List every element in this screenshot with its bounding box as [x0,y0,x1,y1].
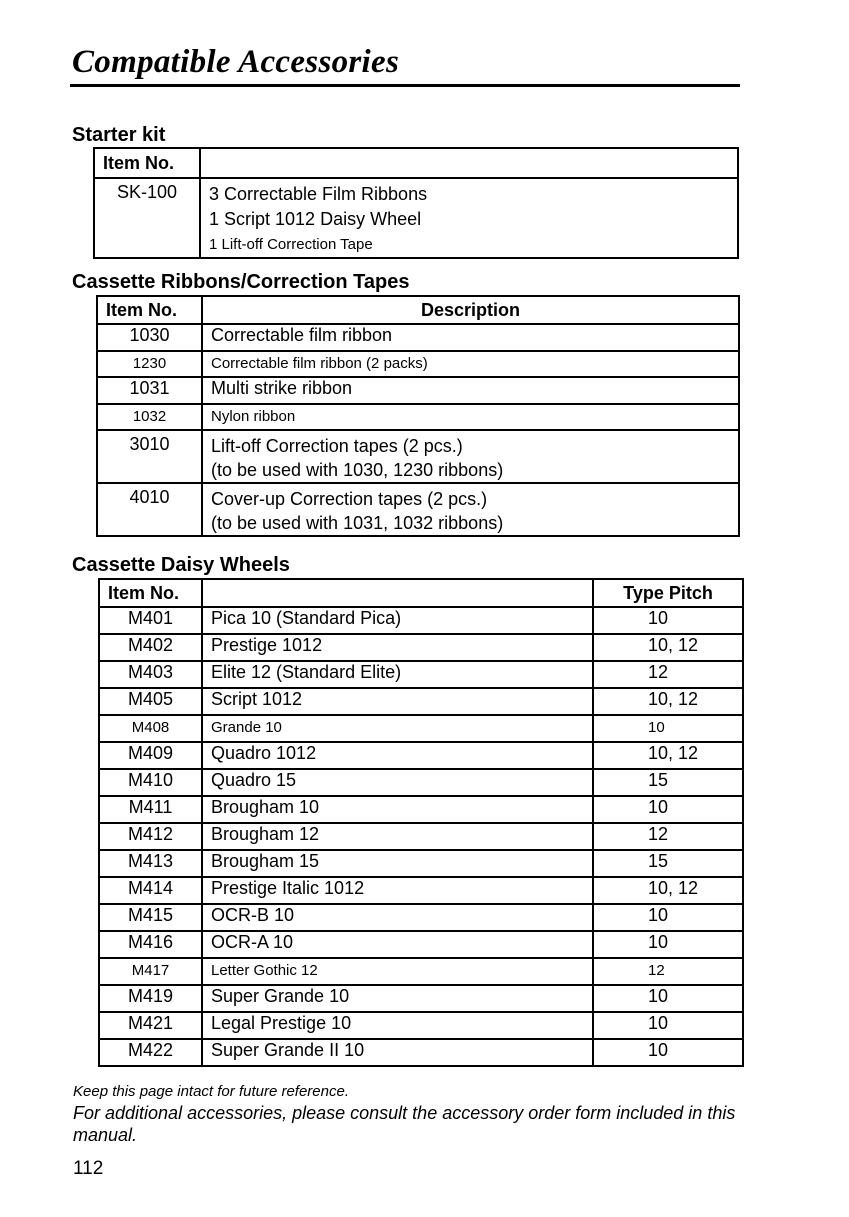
kit-line: 3 Correctable Film Ribbons [209,184,428,204]
item-no-cell: 1031 [97,377,202,404]
kit-line: 1 Script 1012 Daisy Wheel [209,209,422,229]
ribbons-heading: Cassette Ribbons/Correction Tapes [72,271,410,293]
header-item-no: Item No. [99,579,202,607]
table-row [97,351,739,377]
item-no-cell: 1230 [97,351,202,377]
page-number: 112 [73,1158,104,1179]
description-cell: Correctable film ribbon [202,324,739,351]
description-cell: Nylon ribbon [202,404,739,430]
item-no-cell: M414 [99,877,202,904]
type-pitch-cell: 10 [593,931,743,958]
table-row [99,958,743,985]
table-row [97,430,739,483]
table-header-row [97,296,739,324]
wheel-name-cell: Prestige 1012 [202,634,593,661]
item-no-cell: M405 [99,688,202,715]
starter-kit-table [93,147,739,259]
header-item-no: Item No. [94,148,200,178]
item-no-cell: M417 [99,958,202,985]
header-name [202,579,593,607]
wheel-name-cell: OCR-A 10 [202,931,593,958]
keep-note: Keep this page intact for future reference. [73,1083,349,1100]
table-header-row [99,579,743,607]
table-row [99,931,743,958]
table-row [99,796,743,823]
wheel-name-cell: Prestige Italic 1012 [202,877,593,904]
type-pitch-cell: 10 [593,715,743,742]
table-row [99,715,743,742]
daisy-wheels-body [99,607,743,1066]
wheel-name-cell: Brougham 12 [202,823,593,850]
daisy-wheels-heading: Cassette Daisy Wheels [72,554,290,576]
type-pitch-cell: 10 [593,796,743,823]
item-no-cell: 1032 [97,404,202,430]
table-row [99,634,743,661]
wheel-name-cell: Letter Gothic 12 [202,958,593,985]
item-no-cell: M411 [99,796,202,823]
table-row [99,769,743,796]
header-description: Description [202,296,739,324]
table-row [99,688,743,715]
daisy-wheels-table [98,578,744,1067]
description-cell [202,483,739,536]
type-pitch-cell: 10 [593,985,743,1012]
item-no-cell: M409 [99,742,202,769]
description-line: Cover-up Correction tapes (2 pcs.) [211,489,488,509]
wheel-name-cell: Super Grande II 10 [202,1039,593,1066]
table-row [94,178,738,258]
item-no-cell: SK-100 [94,178,200,258]
type-pitch-cell: 12 [593,661,743,688]
type-pitch-cell: 10 [593,1039,743,1066]
item-no-cell: 4010 [97,483,202,536]
table-row [99,850,743,877]
item-no-cell: M408 [99,715,202,742]
table-header-row [94,148,738,178]
description-line: (to be used with 1031, 1032 ribbons) [211,513,504,533]
header-blank [200,148,738,178]
additional-note: For additional accessories, please consult the accessory order form included in this manual. [73,1103,736,1145]
item-no-cell: M402 [99,634,202,661]
wheel-name-cell: Grande 10 [202,715,593,742]
wheel-name-cell: Super Grande 10 [202,985,593,1012]
table-row [97,483,739,536]
item-no-cell: M422 [99,1039,202,1066]
item-no-cell: M412 [99,823,202,850]
type-pitch-cell: 10 [593,1012,743,1039]
table-row [99,823,743,850]
item-no-cell: M410 [99,769,202,796]
table-row [99,904,743,931]
wheel-name-cell: Brougham 10 [202,796,593,823]
wheel-name-cell: Legal Prestige 10 [202,1012,593,1039]
type-pitch-cell: 10, 12 [593,634,743,661]
page-title: Compatible Accessories [72,44,400,80]
item-no-cell: M401 [99,607,202,634]
item-no-cell: 1030 [97,324,202,351]
description-cell [202,430,739,483]
wheel-name-cell: Script 1012 [202,688,593,715]
wheel-name-cell: Quadro 1012 [202,742,593,769]
table-row [97,324,739,351]
type-pitch-cell: 15 [593,769,743,796]
kit-line: 1 Lift-off Correction Tape [209,236,373,253]
table-row [97,404,739,430]
starter-kit-heading: Starter kit [72,124,166,146]
type-pitch-cell: 12 [593,823,743,850]
table-row [99,742,743,769]
description-cell: Correctable film ribbon (2 packs) [202,351,739,377]
item-no-cell: 3010 [97,430,202,483]
table-row [99,661,743,688]
table-row [99,1012,743,1039]
item-no-cell: M403 [99,661,202,688]
item-no-cell: M413 [99,850,202,877]
description-cell: Multi strike ribbon [202,377,739,404]
item-no-cell: M416 [99,931,202,958]
type-pitch-cell: 10, 12 [593,742,743,769]
header-item-no: Item No. [97,296,202,324]
description-line: (to be used with 1030, 1230 ribbons) [211,460,504,480]
table-row [99,1039,743,1066]
type-pitch-cell: 12 [593,958,743,985]
wheel-name-cell: Quadro 15 [202,769,593,796]
item-no-cell: M421 [99,1012,202,1039]
table-row [99,607,743,634]
item-no-cell: M415 [99,904,202,931]
type-pitch-cell: 15 [593,850,743,877]
wheel-name-cell: Elite 12 (Standard Elite) [202,661,593,688]
wheel-name-cell: OCR-B 10 [202,904,593,931]
type-pitch-cell: 10 [593,607,743,634]
type-pitch-cell: 10, 12 [593,877,743,904]
type-pitch-cell: 10, 12 [593,688,743,715]
wheel-name-cell: Pica 10 (Standard Pica) [202,607,593,634]
table-row [99,985,743,1012]
type-pitch-cell: 10 [593,904,743,931]
wheel-name-cell: Brougham 15 [202,850,593,877]
table-row [97,377,739,404]
description-line: Lift-off Correction tapes (2 pcs.) [211,436,463,456]
ribbons-table [96,295,740,537]
table-row [99,877,743,904]
title-rule [70,84,740,87]
item-no-cell: M419 [99,985,202,1012]
header-type-pitch: Type Pitch [593,579,743,607]
kit-contents-cell [200,178,738,258]
